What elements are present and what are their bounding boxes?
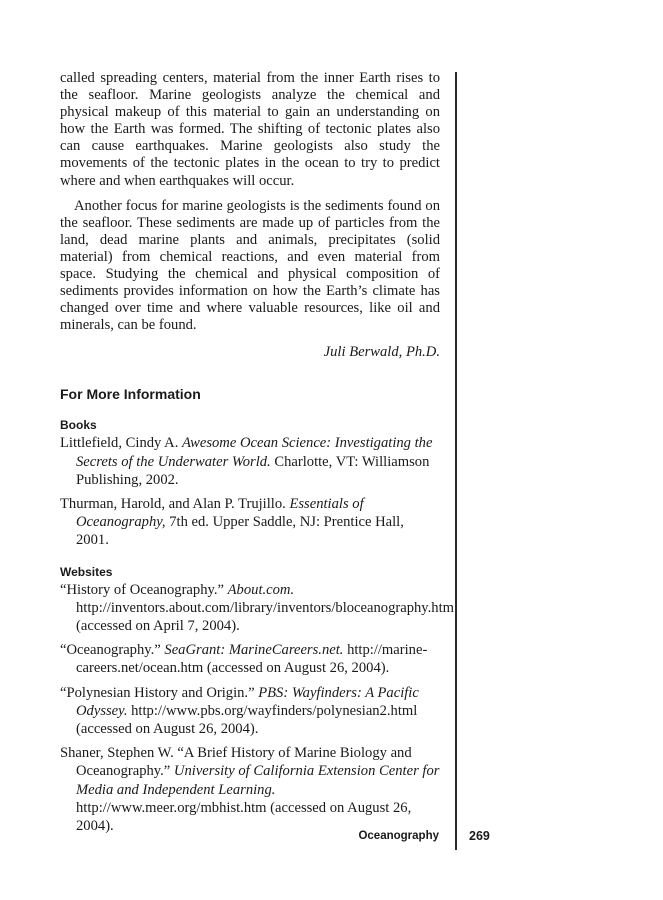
book-reference: Thurman, Harold, and Alan P. Trujillo. Essentials of Oceanography, 7th ed. Upper Saddle, NJ: Prentice Hall, 2001.	[60, 496, 404, 549]
author-signature: Juli Berwald, Ph.D.	[323, 344, 440, 361]
footer-book-title: Oceanography	[358, 830, 439, 842]
website-reference: “History of Oceanography.” About.com. http://inventors.about.com/library/inventors/bloceanography.htm (accessed on April 7, 2004).	[60, 581, 455, 635]
body-paragraph: Another focus for marine geologists is the sediments found on the seafloor. These sediments are made up of particles from the land, dead marine plants and animals, precipitates (solid material) from chemical reactions, and even material from space. Studying the chemical and physical composition of sediments provides information on how the Earth’s climate has changed over time and where valuable resources, like oil and minerals, can be found.	[60, 197, 440, 334]
section-title: For More Information	[60, 386, 201, 403]
website-reference: “Polynesian History and Origin.” PBS: Wayfinders: A Pacific Odyssey. http://www.pbs.org/wayfinders/polynesian2.html (accessed on August 26, 2004).	[60, 684, 419, 738]
book-reference: Littlefield, Cindy A. Awesome Ocean Science: Investigating the Secrets of the Underwater World. Charlotte, VT: Williamson Publishing, 2002.	[60, 435, 433, 488]
main-text-column	[60, 70, 455, 841]
vertical-rule	[455, 72, 457, 850]
website-reference: “Oceanography.” SeaGrant: MarineCareers.net. http://marine-careers.net/ocean.htm (accessed on August 26, 2004).	[60, 642, 428, 677]
page-number: 269	[469, 829, 490, 843]
body-paragraph: called spreading centers, material from the inner Earth rises to the seafloor. Marine geologists analyze the chemical and physical makeup of this material to gain an understanding on how the Earth was formed. The shifting of tectonic plates also can cause earthquakes. Marine geologists also study the movements of the tectonic plates in the ocean to try to predict where and when earthquakes will occur.	[60, 70, 440, 189]
books-heading: Books	[60, 418, 97, 433]
websites-heading: Websites	[60, 564, 113, 579]
website-reference: Shaner, Stephen W. “A Brief History of Marine Biology and Oceanography.” University of California Extension Center for Media and Independent Learning. http://www.meer.org/mbhist.htm (accessed on August 26, 2004).	[60, 745, 440, 835]
